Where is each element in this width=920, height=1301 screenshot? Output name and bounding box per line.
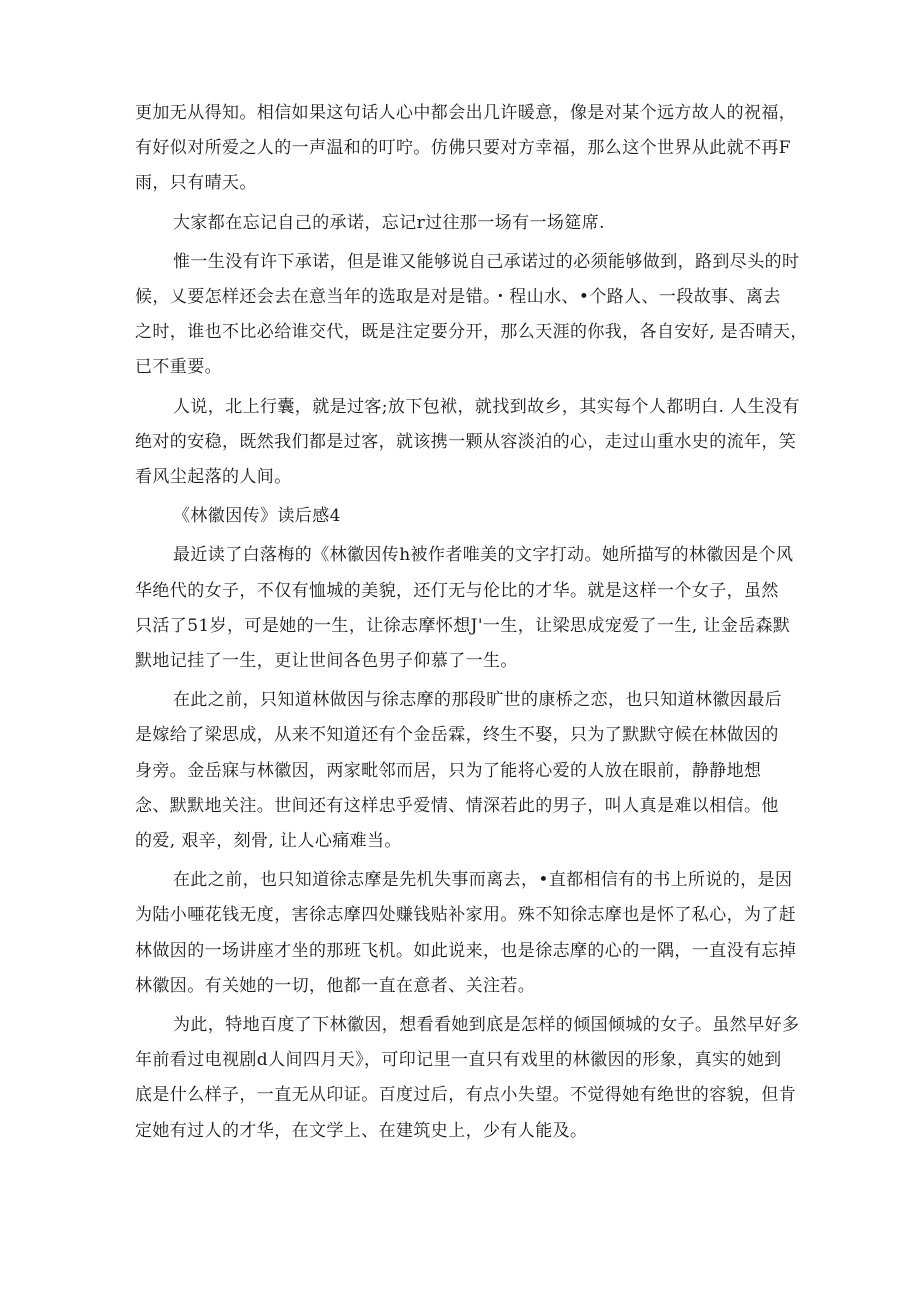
text-line: 雨，只有晴天。 [135, 173, 257, 194]
text-line: 身旁。金岳寐与林徽因，两家毗邻而居，只为了能将心爱的人放在眼前，静静地想 [135, 760, 762, 781]
paragraph-2 [135, 206, 795, 241]
text-line: 看风尘起落的人间。 [135, 467, 292, 488]
text-line: 的爱, 艰辛，刻骨, 让人心痛难当。 [135, 831, 402, 852]
text-line: 人说，北上行囊，就是过客;放下包袱，就找到故乡，其实每个人都明白. 人生没有 [173, 396, 800, 417]
text-line: 在此之前，只知道林做因与徐志摩的那段旷世的康桥之恋，也只知道林徽因最后 [173, 690, 782, 711]
text-line: 林徽因。有关她的一切，他都一直在意者、关注若。 [135, 975, 536, 996]
text-line: 默地记挂了一生，更让世间各色男子仰慕了一生。 [135, 651, 518, 672]
text-line: 已不重要。 [135, 357, 222, 378]
text-line: 只活了51岁，可是她的一生，让徐志摩怀想J'一生，让梁思成宠爱了一生, 让金岳森默 [135, 615, 791, 636]
text-line: 之时，谁也不比必给谁交代，既是注定要分开，那么天涯的你我，各自安好, 是否晴天， [135, 322, 808, 343]
paragraph-6 [135, 538, 795, 679]
text-line: 华绝代的女子，不仅有恤城的美貌，还仃无与伦比的才华。就是这样一个女子，虽然 [135, 580, 779, 601]
text-line: 候，乂要怎样还会去在意当年的选取是对是错。・程山水、•个路人、一段故事、离去 [135, 287, 781, 308]
document-body [135, 96, 808, 1153]
paragraph-4 [135, 390, 800, 496]
paragraph-9 [135, 1008, 800, 1149]
text-line: 更加无从得知。相信如果这句话人心中都会出几许暖意，像是对某个远方故人的祝福， [135, 103, 797, 123]
text-line: 为陆小唖花钱无度，害徐志摩四处赚钱贴补家用。殊不知徐志摩也是怀了私心，为了赶 [135, 905, 797, 926]
text-line: 定她有过人的才华，在文学上、在建筑史上，少有人能及。 [135, 1120, 588, 1141]
text-line: 林做因的一场讲座才坐的那班飞机。如此说来，也是徐志摩的心的一隅，一直没有忘掉 [135, 940, 797, 961]
text-line: 绝对的安稳，既然我们都是过客，就该携一颗从容淡泊的心，走过山重水史的流年，笑 [135, 431, 797, 452]
text-line: 最近读了白落梅的《林徽因传h被作者唯美的文字打动。她所描写的林徽因是个风 [173, 545, 794, 566]
paragraph-1 [135, 96, 795, 202]
text-line: 有好似对所爱之人的一声温和的叮咛。仿佛只要对方幸福，那么这个世界从此就不再F [135, 138, 791, 159]
text-line: 惟一生没有许下承诺，但是谁又能够说自己承诺过的必须能够做到，路到尽头的时 [173, 251, 800, 272]
text-line: 在此之前，也只知道徐志摩是先机失事而离去，•直都相信有的书上所说的，是因 [173, 870, 793, 891]
text-line: 底是什么样子，一直无从印证。百度过后，有点小失望。不觉得她有绝世的容貌，但肯 [135, 1085, 797, 1106]
paragraph-8 [135, 863, 795, 1004]
text-line: 大家都在忘记自己的承诺，忘记r过往那一场有一场筵席. [173, 212, 605, 233]
paragraph-7 [135, 683, 795, 859]
section-title-text: 《林徽因传》读后感4 [173, 506, 341, 527]
text-line: 为此，特地百度了下林徽因，想看看她到底是怎样的倾国倾城的女子。虽然早好多 [173, 1015, 800, 1036]
paragraph-3 [135, 245, 808, 386]
section-title [135, 499, 795, 534]
text-line: 是嫁给了梁思成，从来不知道还有个金岳霖，终生不娶，只为了默默守候在林做因的 [135, 725, 779, 746]
text-line: 年前看过电视剧d人间四月天》，可印记里一直只有戏里的林徽因的形象，真实的她到 [135, 1050, 782, 1071]
text-line: 念、默默地关注。世间还有这样忠乎爱情、情深若此的男子，叫人真是难以相信。他 [135, 795, 779, 816]
